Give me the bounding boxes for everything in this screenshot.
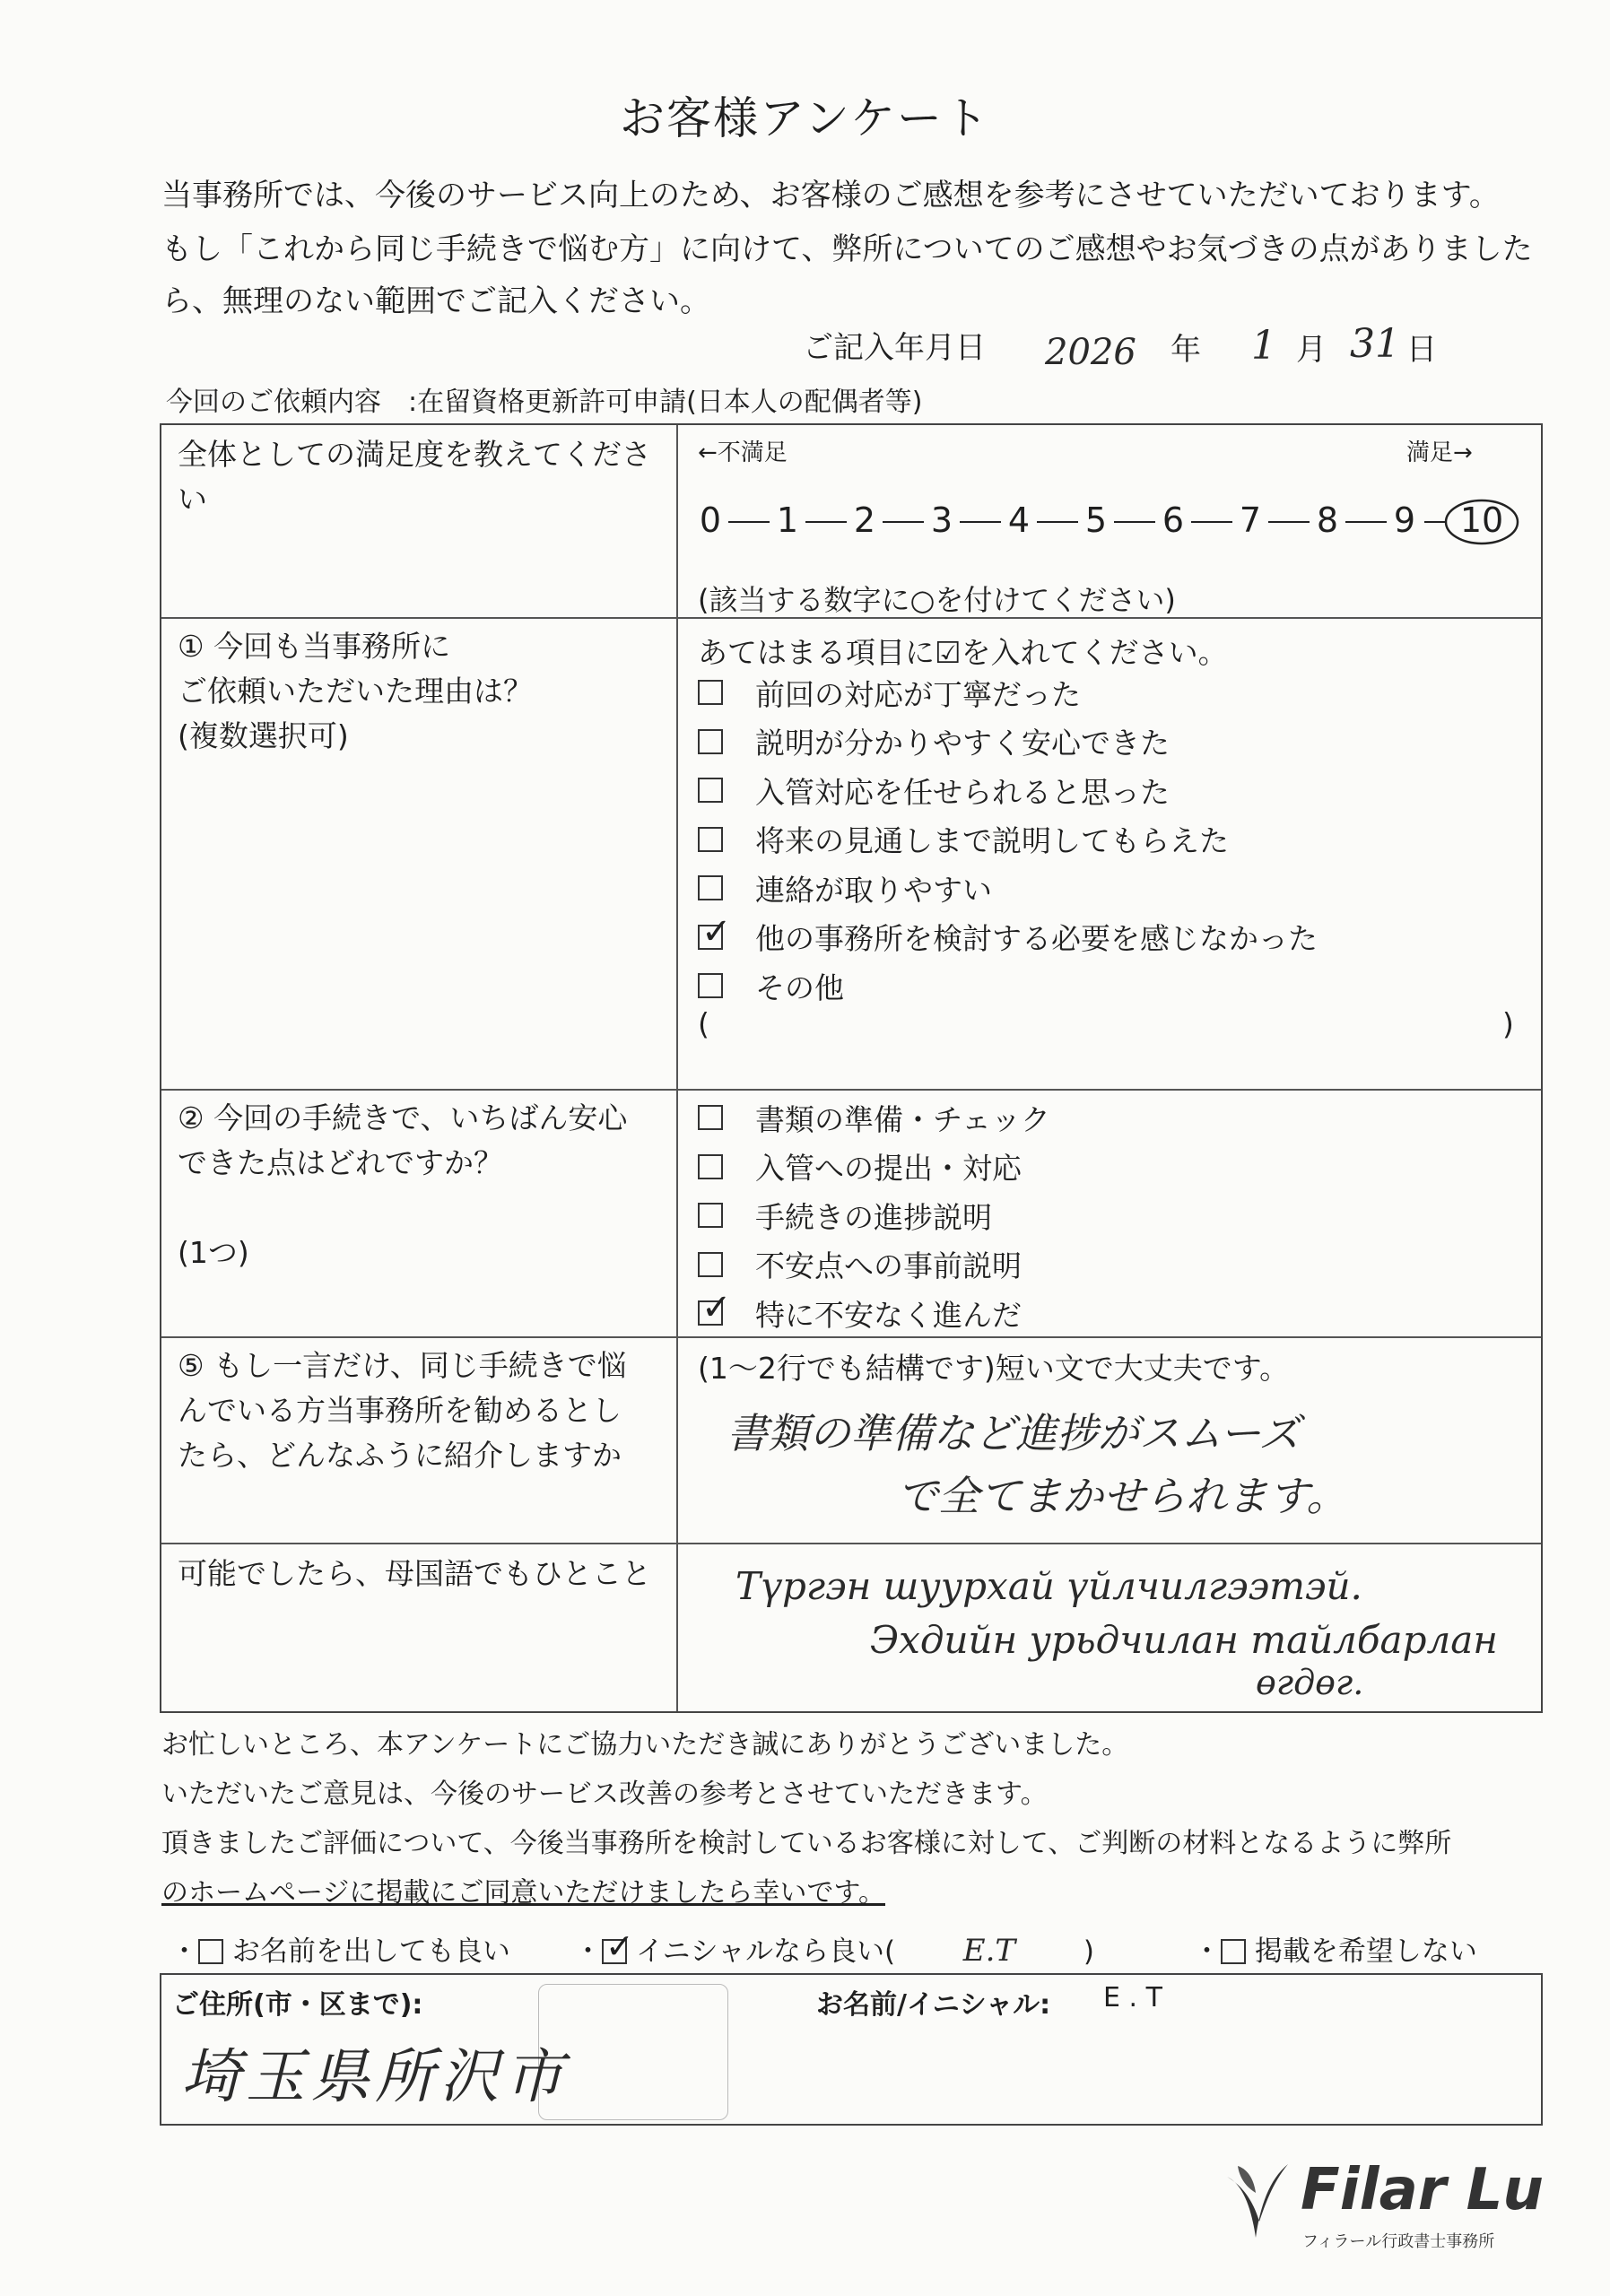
option-label: 連絡が取りやすい xyxy=(755,872,992,908)
scale-number[interactable]: 2 xyxy=(853,500,876,540)
q1-instruction: あてはまる項目に☑を入れてください。 xyxy=(698,635,1228,670)
q1-option[interactable] xyxy=(698,770,1170,810)
option-label: 前回の対応が丁寧だった xyxy=(755,676,1081,712)
logo xyxy=(1220,2157,1544,2256)
publish-name-checkbox[interactable] xyxy=(198,1939,223,1964)
date-month[interactable]: 1 xyxy=(1251,323,1276,369)
date-day[interactable]: 31 xyxy=(1350,321,1400,367)
q5-question-line-2: んでいる方当事務所を勧めるとし xyxy=(178,1393,622,1428)
scale-number[interactable]: 10 xyxy=(1459,500,1504,540)
scale-number[interactable]: 3 xyxy=(930,500,953,540)
checkbox[interactable] xyxy=(698,1252,723,1277)
intro-line-3: ら、無理のない範囲でご記入ください。 xyxy=(161,283,710,319)
q2-option[interactable] xyxy=(698,1147,1022,1187)
q2-question-line-1: ② 今回の手続きで、いちばん安心 xyxy=(178,1100,628,1135)
q1-option[interactable] xyxy=(698,722,1170,761)
option-label: 書類の準備・チェック xyxy=(755,1101,1051,1137)
scale-number[interactable]: 6 xyxy=(1162,500,1185,540)
publish-option-name[interactable]: ・ お名前を出しても良い xyxy=(170,1935,510,1968)
native-answer-line-1[interactable]: Түргэн шуурхай үйлчилгээтэй. xyxy=(735,1564,1362,1608)
publish-option-none[interactable]: ・ 掲載を希望しない xyxy=(1193,1935,1477,1968)
publish-none-checkbox[interactable] xyxy=(1221,1939,1246,1964)
date-year[interactable]: 2026 xyxy=(1045,332,1136,373)
intro-line-1: 当事務所では、今後のサービス向上のため、お客様のご感想を参考にさせていただいております。 xyxy=(161,178,1500,213)
q2-question-line-2: できた点はどれですか？ xyxy=(178,1145,503,1180)
publish-name-label: お名前を出しても良い xyxy=(231,1935,510,1968)
native-answer-line-3[interactable]: өгдөг. xyxy=(1256,1663,1364,1702)
scale-right-label: 満足→ xyxy=(1406,439,1473,466)
option-label: 手続きの進捗説明 xyxy=(755,1199,992,1235)
scale-number[interactable]: 0 xyxy=(699,500,722,540)
publish-none-label: 掲載を希望しない xyxy=(1254,1935,1477,1968)
date-day-unit: 日 xyxy=(1406,332,1437,368)
q1-option[interactable] xyxy=(698,910,1318,957)
logo-name: Filar Lu xyxy=(1301,2157,1544,2223)
option-label: 特に不安なく進んだ xyxy=(755,1297,1022,1333)
checkbox[interactable] xyxy=(698,827,723,852)
q1-question-line-2: ご依頼いただいた理由は？ xyxy=(178,674,533,709)
checkbox[interactable] xyxy=(698,1287,732,1328)
checkbox[interactable] xyxy=(698,680,723,705)
footer-line-1: お忙しいところ、本アンケートにご協力いただき誠にありがとうございました。 xyxy=(161,1729,1129,1761)
scale-number[interactable]: 5 xyxy=(1084,500,1108,540)
logo-subtitle: フィラール行政書士事務所 xyxy=(1302,2232,1495,2251)
q2-question-line-4: (1つ) xyxy=(178,1235,249,1270)
satisfaction-question: 全体としての満足度を教えてください xyxy=(178,437,651,517)
publish-initial-checkbox[interactable]: ✓ xyxy=(602,1939,627,1964)
name-label: お名前/イニシャル: xyxy=(816,1989,1051,2021)
scale-number[interactable]: 7 xyxy=(1239,500,1262,540)
option-label: 将来の見通しまで説明してもらえた xyxy=(755,823,1229,858)
q1-option[interactable] xyxy=(698,820,1229,859)
q1-option[interactable] xyxy=(698,673,1081,712)
scale-number[interactable]: 4 xyxy=(1007,500,1031,540)
check-mark-icon: ✓ xyxy=(701,910,732,952)
date-year-unit: 年 xyxy=(1171,332,1201,368)
checkbox[interactable] xyxy=(698,1105,723,1130)
publish-initial-value[interactable]: E.T xyxy=(962,1933,1016,1969)
scale-number[interactable]: 1 xyxy=(776,500,799,540)
checkbox[interactable] xyxy=(698,729,723,754)
q1-option[interactable] xyxy=(698,868,992,908)
satisfaction-scale[interactable] xyxy=(694,495,1519,549)
other-paren-open: ( xyxy=(698,1006,709,1041)
option-label: 入管対応を任せられると思った xyxy=(755,774,1170,810)
other-paren-close: ) xyxy=(1502,1006,1514,1041)
publish-initial-label: イニシャルなら良い( xyxy=(635,1935,896,1968)
q5-answer-line-2[interactable]: で全てまかせられます。 xyxy=(897,1472,1348,1520)
q1-option[interactable] xyxy=(698,966,844,1005)
request-content: 今回のご依頼内容 :在留資格更新許可申請(日本人の配偶者等) xyxy=(166,387,923,418)
scale-left-label: ←不満足 xyxy=(698,439,788,466)
row-divider xyxy=(161,1089,1541,1091)
survey-table xyxy=(160,423,1543,1713)
scale-number[interactable]: 8 xyxy=(1316,500,1339,540)
q2-option[interactable] xyxy=(698,1196,992,1235)
address-value[interactable]: 埼玉県所沢市 xyxy=(181,2042,569,2111)
address-name-box xyxy=(160,1973,1543,2126)
q2-option[interactable] xyxy=(698,1245,1022,1284)
intro-line-2: もし「これから同じ手続きで悩む方」に向けて、弊所についてのご感想やお気づきの点がありました xyxy=(161,231,1533,267)
address-label: ご住所(市・区まで): xyxy=(172,1989,423,2021)
scale-number[interactable]: 9 xyxy=(1393,500,1416,540)
option-label: 入管への提出・対応 xyxy=(755,1151,1022,1186)
q5-instruction: (1～2行でも結構です)短い文で大丈夫です。 xyxy=(698,1351,1290,1386)
q5-question-line-1: ⑤ もし一言だけ、同じ手続きで悩 xyxy=(178,1348,627,1383)
date-month-unit: 月 xyxy=(1296,332,1327,368)
checkbox[interactable] xyxy=(698,1203,723,1228)
q2-option[interactable] xyxy=(698,1098,1050,1137)
q5-question-line-3: たら、どんなふうに紹介しますか xyxy=(178,1438,622,1473)
q1-question-line-1: ① 今回も当事務所に xyxy=(178,629,451,664)
checkbox[interactable] xyxy=(698,973,723,998)
leaf-v-icon xyxy=(1220,2157,1292,2247)
option-label: 説明が分かりやすく安心できた xyxy=(755,726,1170,761)
q1-question-line-3: (複数選択可) xyxy=(178,718,349,753)
option-label: 不安点への事前説明 xyxy=(755,1248,1022,1283)
option-label: 他の事務所を検討する必要を感じなかった xyxy=(755,921,1318,956)
footer-line-4: のホームページに掲載にご同意いただけましたら幸いです。 xyxy=(161,1877,885,1909)
scale-note: (該当する数字に○を付けてください) xyxy=(698,583,1176,617)
option-label: その他 xyxy=(755,970,844,1005)
publish-option-initial[interactable]: ・ ✓ イニシャルなら良い( E.T ) xyxy=(574,1926,1094,1969)
native-question: 可能でしたら、母国語でもひとこと xyxy=(178,1556,651,1591)
name-value[interactable]: E . T xyxy=(1103,1982,1162,2013)
row-divider xyxy=(161,1543,1541,1544)
q5-answer-line-1[interactable]: 書類の準備など進捗がスムーズ xyxy=(727,1409,1301,1457)
row-divider xyxy=(161,1336,1541,1338)
native-answer-line-2[interactable]: Эхдийн урьдчилан тайлбарлан xyxy=(870,1618,1498,1662)
checkbox[interactable] xyxy=(698,1154,723,1179)
footer-line-3: 頂きましたご評価について、今後当事務所を検討しているお客様に対して、ご判断の材料となるように弊所 xyxy=(161,1828,1452,1859)
checkbox[interactable] xyxy=(698,778,723,803)
checkbox[interactable] xyxy=(698,875,723,900)
checkbox[interactable] xyxy=(698,910,732,952)
q2-option[interactable] xyxy=(698,1287,1022,1333)
date-label: ご記入年月日 xyxy=(803,330,986,366)
check-mark-icon: ✓ xyxy=(701,1287,732,1328)
footer-line-2: いただいたご意見は、今後のサービス改善の参考とさせていただきます。 xyxy=(161,1779,1048,1810)
publish-initial-close: ) xyxy=(1083,1935,1094,1968)
page-title: お客様アンケート xyxy=(620,92,990,144)
